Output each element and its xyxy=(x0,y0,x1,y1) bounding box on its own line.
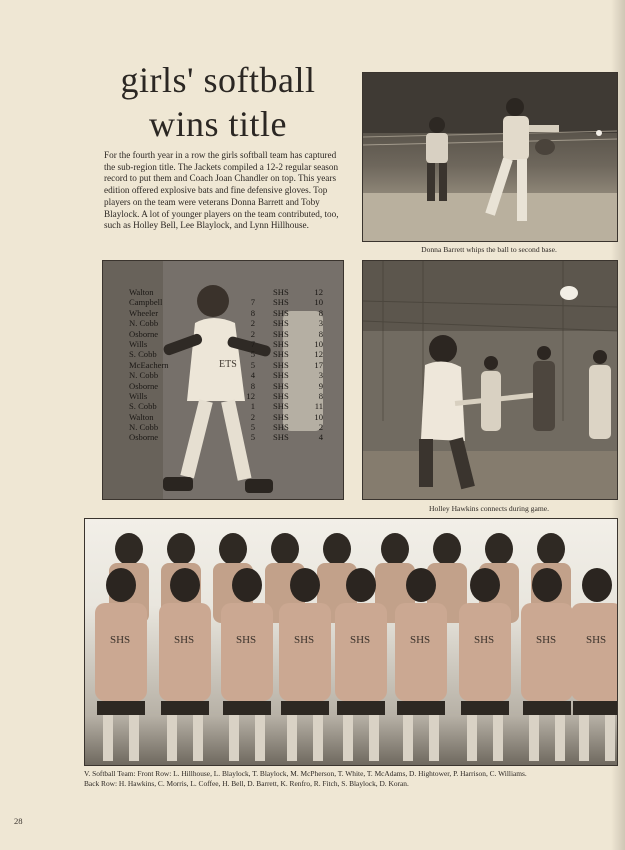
score-opponent-runs: 8 xyxy=(250,380,255,391)
photo-pitcher xyxy=(102,260,344,500)
player-shorts xyxy=(281,701,329,715)
player-head xyxy=(170,568,200,602)
score-home-team: SHS xyxy=(273,432,289,443)
score-opponent-runs: 5 xyxy=(250,349,255,360)
player-head xyxy=(532,568,562,602)
player-head xyxy=(470,568,500,602)
score-row xyxy=(129,318,339,328)
score-home-team: SHS xyxy=(273,297,289,308)
player-shorts xyxy=(161,701,209,715)
score-team: Wills xyxy=(129,338,148,349)
player-leg xyxy=(467,715,477,761)
jersey-text: SHS xyxy=(474,634,495,646)
jersey-text: SHS xyxy=(536,634,557,646)
score-home-runs: 12 xyxy=(314,349,323,360)
player-leg xyxy=(369,715,379,761)
score-row xyxy=(129,370,339,380)
player-head xyxy=(582,568,612,602)
score-team: McEachern xyxy=(129,359,169,370)
player-leg xyxy=(605,715,615,761)
score-team: Osborne xyxy=(129,380,159,391)
score-home-runs: 10 xyxy=(314,411,323,422)
score-home-team: SHS xyxy=(273,318,289,329)
player-shorts xyxy=(523,701,571,715)
player-head xyxy=(290,568,320,602)
score-opponent-runs: 2 xyxy=(250,318,255,329)
score-row xyxy=(129,329,339,339)
player-jersey xyxy=(335,603,387,701)
score-team: S. Cobb xyxy=(129,349,157,360)
score-home-team: SHS xyxy=(273,307,289,318)
page-number: 28 xyxy=(14,816,23,826)
score-opponent-runs: 8 xyxy=(250,307,255,318)
score-team: Walton xyxy=(129,287,154,297)
player-head xyxy=(346,568,376,602)
article-body: For the fourth year in a row the girls softball team has captured the sub-region title. The Jackets compiled a 12-2 regular season record to put them and Coach Joan Chandler on top. This years edition offered explosive bats and fine defensive gloves. Top players on the team were veterans Donna Barrett and Toby Blaylock. A lot of younger players on the team contributed, too, such as Holley Bell, Lee Blaylock, and Lynn Hillhouse. xyxy=(104,150,339,231)
player-jersey xyxy=(95,603,147,701)
team-caption-front-row: V. Softball Team: Front Row: L. Hillhouse, L. Blaylock, T. Blaylock, M. McPherson, T. White, T. McAdams, D. Hightower, P. Harrison, C. Williams. xyxy=(84,769,527,778)
team-caption xyxy=(84,769,624,788)
jersey-text: SHS xyxy=(350,634,371,646)
photo-fielder-throwing xyxy=(362,72,618,242)
player-leg xyxy=(255,715,265,761)
score-team: N. Cobb xyxy=(129,370,159,381)
score-home-team: SHS xyxy=(273,338,289,349)
player-jersey xyxy=(459,603,511,701)
player-head xyxy=(232,568,262,602)
score-row xyxy=(129,308,339,318)
photo-fielder-graphic xyxy=(363,73,617,241)
score-home-runs: 10 xyxy=(314,297,323,308)
score-opponent-runs: 5 xyxy=(250,359,255,370)
player-leg xyxy=(493,715,503,761)
score-team: Campbell xyxy=(129,297,163,308)
score-team: S. Cobb xyxy=(129,401,157,412)
score-home-runs: 2 xyxy=(318,422,323,433)
jersey-text: SHS xyxy=(410,634,431,646)
score-home-runs: 8 xyxy=(318,307,323,318)
player-shorts xyxy=(337,701,385,715)
player-leg xyxy=(313,715,323,761)
photo-team xyxy=(84,518,618,766)
player-head xyxy=(406,568,436,602)
photo-batter-graphic xyxy=(363,261,617,499)
score-row xyxy=(129,422,339,432)
score-home-runs: 10 xyxy=(314,338,323,349)
player-jersey xyxy=(279,603,331,701)
player-head xyxy=(323,533,351,565)
player-jersey xyxy=(521,603,573,701)
player-leg xyxy=(229,715,239,761)
player-head xyxy=(115,533,143,565)
photo-caption-batter: Holley Hawkins connects during game. xyxy=(429,504,549,513)
player-jersey xyxy=(221,603,273,701)
player-leg xyxy=(403,715,413,761)
score-home-runs: 8 xyxy=(318,390,323,401)
player-leg xyxy=(343,715,353,761)
photo-caption-top: Donna Barrett whips the ball to second base. xyxy=(421,245,557,254)
score-home-runs: 3 xyxy=(318,370,323,381)
player-head xyxy=(167,533,195,565)
score-home-team: SHS xyxy=(273,359,289,370)
score-team: Osborne xyxy=(129,432,159,443)
score-row xyxy=(129,297,339,307)
score-row xyxy=(129,381,339,391)
player-leg xyxy=(429,715,439,761)
score-row xyxy=(129,339,339,349)
score-opponent-runs: 2 xyxy=(250,328,255,339)
score-team: Wills xyxy=(129,390,148,401)
score-home-team: SHS xyxy=(273,370,289,381)
player-leg xyxy=(287,715,297,761)
team-photo-graphic xyxy=(85,519,617,765)
player-leg xyxy=(579,715,589,761)
player-leg xyxy=(555,715,565,761)
score-home-runs: 4 xyxy=(318,432,323,443)
player-shorts xyxy=(461,701,509,715)
score-row xyxy=(129,432,339,442)
player-head xyxy=(381,533,409,565)
score-opponent-runs: 12 xyxy=(246,390,255,401)
player-leg xyxy=(103,715,113,761)
score-team: Osborne xyxy=(129,328,159,339)
player-head xyxy=(537,533,565,565)
player-head xyxy=(106,568,136,602)
score-row xyxy=(129,287,339,297)
player-leg xyxy=(167,715,177,761)
player-jersey xyxy=(395,603,447,701)
jersey-text: SHS xyxy=(110,634,131,646)
player-head xyxy=(219,533,247,565)
jersey-text: SHS xyxy=(236,634,257,646)
team-caption-back-row: Back Row: H. Hawkins, C. Morris, L. Coffee, H. Bell, D. Barrett, K. Renfro, R. Fitch, S. Blaylock, D. Koran. xyxy=(84,778,409,788)
score-home-team: SHS xyxy=(273,422,289,433)
score-opponent-runs: 7 xyxy=(250,297,255,308)
player-leg xyxy=(129,715,139,761)
headline-line-1: girls' softball xyxy=(120,60,316,100)
player-shorts xyxy=(97,701,145,715)
score-home-runs: 12 xyxy=(314,287,323,297)
season-scoreboard xyxy=(129,287,339,443)
score-home-team: SHS xyxy=(273,401,289,412)
headline-line-2: wins title xyxy=(149,104,287,144)
jersey-text: SHS xyxy=(174,634,195,646)
score-home-team: SHS xyxy=(273,349,289,360)
score-home-team: SHS xyxy=(273,287,289,297)
score-row xyxy=(129,349,339,359)
score-home-runs: 9 xyxy=(318,380,323,391)
score-opponent-runs: 5 xyxy=(250,432,255,443)
score-home-runs: 8 xyxy=(318,328,323,339)
pitcher-jersey-text: ETS xyxy=(219,359,237,370)
player-head xyxy=(271,533,299,565)
player-shorts xyxy=(397,701,445,715)
score-opponent-runs: 4 xyxy=(250,370,255,381)
page-headline xyxy=(92,58,344,146)
score-home-runs: 3 xyxy=(318,318,323,329)
score-row xyxy=(129,401,339,411)
player-jersey xyxy=(159,603,211,701)
player-head xyxy=(485,533,513,565)
jersey-text: SHS xyxy=(294,634,315,646)
score-team: Walton xyxy=(129,411,154,422)
score-home-runs: 17 xyxy=(314,359,323,370)
player-leg xyxy=(193,715,203,761)
player-head xyxy=(433,533,461,565)
score-home-runs: 11 xyxy=(314,401,323,412)
score-opponent-runs: 2 xyxy=(250,411,255,422)
player-leg xyxy=(529,715,539,761)
score-row xyxy=(129,360,339,370)
score-opponent-runs: 5 xyxy=(250,422,255,433)
score-team: N. Cobb xyxy=(129,422,159,433)
player-shorts xyxy=(573,701,617,715)
score-team: N. Cobb xyxy=(129,318,159,329)
photo-batter xyxy=(362,260,618,500)
score-team: Wheeler xyxy=(129,307,159,318)
jersey-text: SHS xyxy=(586,634,607,646)
score-home-team: SHS xyxy=(273,380,289,391)
score-opponent-runs: 1 xyxy=(250,401,255,412)
score-home-team: SHS xyxy=(273,390,289,401)
score-row xyxy=(129,412,339,422)
player-jersey xyxy=(571,603,617,701)
score-opponent-runs: 7 xyxy=(250,338,255,349)
score-home-team: SHS xyxy=(273,328,289,339)
score-home-team: SHS xyxy=(273,411,289,422)
score-row xyxy=(129,391,339,401)
player-shorts xyxy=(223,701,271,715)
